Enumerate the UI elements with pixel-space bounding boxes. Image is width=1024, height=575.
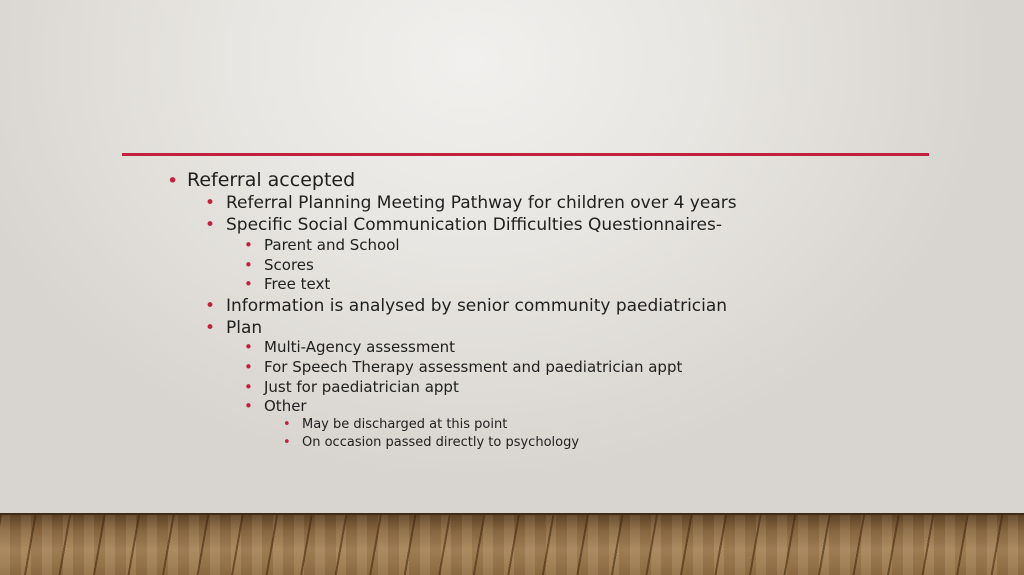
bullet-icon: • (244, 236, 253, 254)
bullet-icon: • (244, 256, 253, 274)
bullet-icon: • (205, 296, 216, 316)
bullet-icon: • (244, 358, 253, 376)
bullet-item-other: Other (264, 397, 307, 415)
bullet-icon: • (283, 417, 291, 432)
bullet-item-pathway: Referral Planning Meeting Pathway for children over 4 years (226, 193, 737, 213)
bullet-icon: • (205, 215, 216, 235)
bullet-icon: • (244, 378, 253, 396)
bullet-item-scores: Scores (264, 256, 314, 274)
bullet-icon: • (244, 338, 253, 356)
bullet-item-free-text: Free text (264, 275, 331, 293)
bullet-item-plan: Plan (226, 318, 263, 338)
wood-floor-decoration (0, 513, 1024, 575)
bullet-item-psychology: On occasion passed directly to psychology (302, 435, 580, 450)
bullet-item-questionnaires: Specific Social Communication Difficulties Questionnaires- (226, 215, 722, 235)
bullet-item-referral-accepted: Referral accepted (187, 169, 356, 191)
bullet-item-multi-agency: Multi-Agency assessment (264, 338, 456, 356)
bullet-item-analysed: Information is analysed by senior community paediatrician (226, 296, 728, 316)
bullet-icon: • (283, 435, 291, 450)
bullet-icon: • (244, 397, 253, 415)
bullet-item-parent-school: Parent and School (264, 236, 400, 254)
bullet-icon: • (167, 170, 179, 192)
bullet-item-discharged: May be discharged at this point (302, 417, 508, 432)
bullet-item-paediatrician-appt: Just for paediatrician appt (264, 378, 459, 396)
bullet-icon: • (205, 318, 216, 338)
bullet-icon: • (205, 193, 216, 213)
bullet-icon: • (244, 275, 253, 293)
bullet-item-speech-therapy: For Speech Therapy assessment and paediatrician appt (264, 358, 683, 376)
